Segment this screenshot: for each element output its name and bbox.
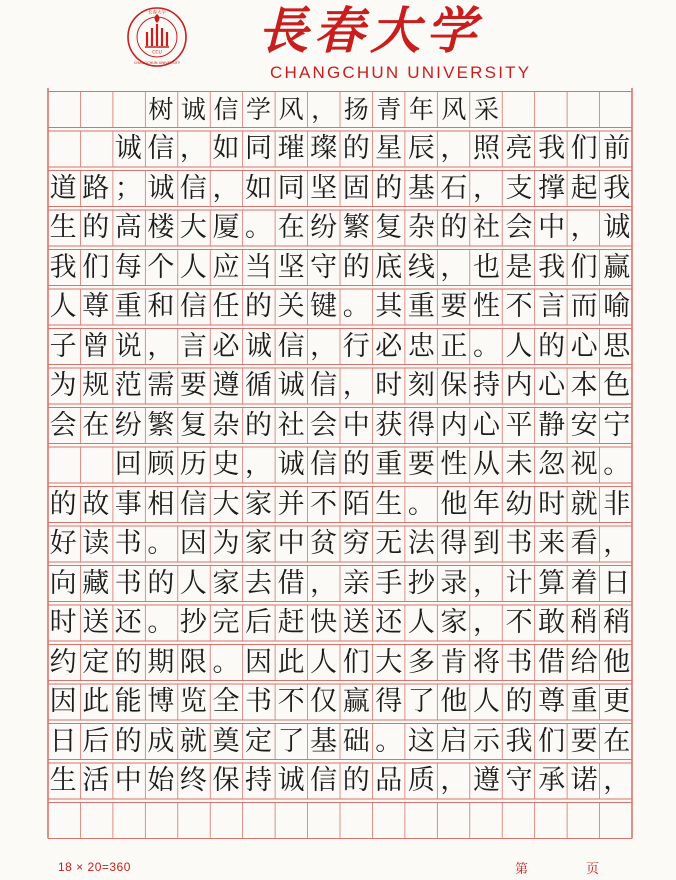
essay-line: 会 在 纷 繁 复 杂 的 社 会 中 获 得 内 心 平 静 安 宁	[49, 409, 631, 441]
essay-line: 因 此 能 博 览 全 书 不 仅 赢 得 了 他 人 的 尊 重 更	[49, 686, 631, 717]
grid-spec-label: 18 × 20=360	[58, 860, 131, 874]
page-number-label	[515, 858, 625, 877]
essay-line: 好 读 书 。 因 为 家 中 贫 穷 无 法 得 到 书 来 看 ，	[49, 528, 631, 559]
page-label-right: 页	[586, 862, 600, 877]
university-name-english: CHANGCHUN UNIVERSITY	[270, 63, 532, 82]
essay-line: 生 活 中 始 终 保 持 诚 信 的 品 质 ， 遵 守 承 诺 ，	[49, 765, 631, 796]
essay-line: 诚 信 ， 如 同 璀 璨 的 星 辰 ， 照 亮 我 们 前	[114, 133, 631, 164]
essay-line: 的 故 事 相 信 大 家 并 不 陌 生 。 他 年 幼 时 就 非	[49, 488, 631, 520]
svg-text:长春大学: 长春大学	[148, 10, 166, 16]
essay-line: 子 曾 说 ， 言 必 诚 信 ， 行 必 忠 正 。 人 的 心 思	[49, 330, 631, 362]
svg-text:CHANGCHUN UNIVERSITY: CHANGCHUN UNIVERSITY	[133, 61, 181, 65]
essay-line: 生 的 高 楼 大 厦 。 在 纷 繁 复 杂 的 社 会 中 ， 诚	[49, 212, 631, 243]
essay-line: 日 后 的 成 就 奠 定 了 基 础 。 这 启 示 我 们 要 在	[49, 725, 631, 757]
essay-line: 人 尊 重 和 信 任 的 关 键 。 其 重 要 性 不 言 而 喻	[49, 291, 631, 322]
essay-line: 回 顾 历 史 ， 诚 信 的 重 要 性 从 未 忽 视 。	[114, 449, 631, 480]
essay-line: 我 们 每 个 人 应 当 坚 守 的 底 线 ， 也 是 我 们 赢	[49, 251, 631, 283]
essay-line: 道 路 ； 诚 信 ， 如 同 坚 固 的 基 石 ， 支 撑 起 我	[49, 172, 631, 204]
essay-title: 树 诚 信 学 风 ， 扬 青 年 风 采	[148, 94, 499, 124]
essay-line: 约 定 的 期 限 。 因 此 人 们 大 多 肯 将 书 借 给 他	[49, 646, 631, 678]
university-name-chinese: 長春大学	[258, 1, 482, 60]
essay-line: 时 送 还 。 抄 完 后 赶 快 送 还 人 家 ， 不 敢 稍 稍	[49, 607, 631, 638]
page-label-left: 第	[515, 862, 529, 877]
svg-text:CCU: CCU	[152, 50, 162, 56]
essay-line: 向 藏 书 的 人 家 去 借 ， 亲 手 抄 录 ， 计 算 着 日	[49, 567, 631, 599]
essay-line: 为 规 范 需 要 遵 循 诚 信 ， 时 刻 保 持 内 心 本 色	[49, 370, 631, 401]
